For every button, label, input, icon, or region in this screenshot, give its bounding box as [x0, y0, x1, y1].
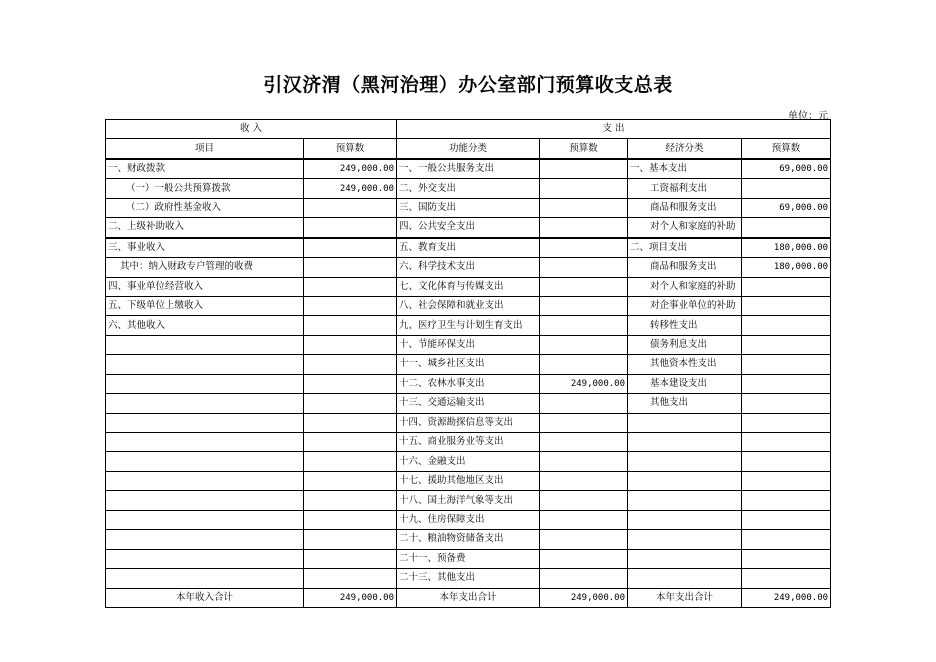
function-amount-cell — [540, 569, 628, 588]
totals-row — [106, 588, 831, 607]
economic-class-cell — [628, 530, 742, 549]
income-amount-cell — [304, 316, 397, 335]
function-class-cell: 十七、援助其他地区支出 — [397, 471, 540, 490]
table-row — [106, 335, 831, 354]
income-item-cell: （二）政府性基金收入 — [106, 198, 304, 217]
income-item-cell: （一）一般公共预算拨款 — [106, 179, 304, 198]
economic-class-cell — [628, 491, 742, 510]
income-item-cell — [106, 510, 304, 529]
economic-budget-header: 预算数 — [742, 139, 831, 159]
economic-class-cell — [628, 433, 742, 452]
economic-amount-cell — [742, 394, 831, 413]
function-amount-cell — [540, 277, 628, 296]
economic-amount-cell — [742, 218, 831, 238]
income-item-cell: 三、事业收入 — [106, 238, 304, 258]
economic-class-cell: 其他资本性支出 — [628, 355, 742, 374]
budget-table — [105, 119, 831, 608]
income-amount-cell — [304, 569, 397, 588]
income-amount-cell — [304, 355, 397, 374]
economic-amount-cell — [742, 355, 831, 374]
function-class-cell: 五、教育支出 — [397, 238, 540, 258]
income-amount-cell — [304, 491, 397, 510]
economic-amount-cell: 180,000.00 — [742, 258, 831, 277]
function-total-label: 本年支出合计 — [397, 588, 540, 607]
economic-total-label: 本年支出合计 — [628, 588, 742, 607]
unit-label: 单位：元 — [788, 111, 828, 122]
table-row — [106, 218, 831, 238]
income-item-cell — [106, 374, 304, 393]
function-amount-cell — [540, 413, 628, 432]
table-row — [106, 471, 831, 490]
function-class-cell: 四、公共安全支出 — [397, 218, 540, 238]
income-item-cell: 一、财政拨款 — [106, 159, 304, 179]
economic-amount-cell — [742, 433, 831, 452]
income-amount-cell — [304, 277, 397, 296]
economic-class-cell — [628, 413, 742, 432]
income-amount-cell — [304, 374, 397, 393]
function-amount-cell — [540, 316, 628, 335]
economic-amount-cell: 180,000.00 — [742, 238, 831, 258]
function-amount-cell — [540, 530, 628, 549]
function-amount-cell — [540, 238, 628, 258]
function-class-cell: 七、文化体育与传媒支出 — [397, 277, 540, 296]
function-class-cell: 九、医疗卫生与计划生育支出 — [397, 316, 540, 335]
economic-class-cell: 工资福利支出 — [628, 179, 742, 198]
function-amount-cell — [540, 510, 628, 529]
function-amount-cell — [540, 452, 628, 471]
function-class-cell: 十八、国土海洋气象等支出 — [397, 491, 540, 510]
function-class-cell: 二十一、预备费 — [397, 549, 540, 568]
function-class-cell: 六、科学技术支出 — [397, 258, 540, 277]
economic-class-cell — [628, 471, 742, 490]
economic-amount-cell — [742, 179, 831, 198]
income-amount-cell — [304, 394, 397, 413]
income-item-cell: 二、上级补助收入 — [106, 218, 304, 238]
income-item-cell — [106, 355, 304, 374]
function-amount-cell — [540, 296, 628, 315]
function-class-cell: 十五、商业服务业等支出 — [397, 433, 540, 452]
function-amount-cell — [540, 159, 628, 179]
income-amount-cell — [304, 530, 397, 549]
economic-amount-cell — [742, 530, 831, 549]
function-class-cell: 十、节能环保支出 — [397, 335, 540, 354]
economic-amount-cell — [742, 452, 831, 471]
economic-class-cell: 商品和服务支出 — [628, 258, 742, 277]
income-amount-cell — [304, 238, 397, 258]
income-item-cell — [106, 549, 304, 568]
income-amount-cell — [304, 296, 397, 315]
table-row — [106, 296, 831, 315]
table-row — [106, 452, 831, 471]
income-amount-cell: 249,000.00 — [304, 159, 397, 179]
economic-amount-cell: 69,000.00 — [742, 198, 831, 217]
economic-class-cell: 一、基本支出 — [628, 159, 742, 179]
function-class-cell: 十九、住房保障支出 — [397, 510, 540, 529]
income-amount-cell: 249,000.00 — [304, 179, 397, 198]
function-amount-cell — [540, 179, 628, 198]
function-amount-cell — [540, 355, 628, 374]
income-item-cell: 六、其他收入 — [106, 316, 304, 335]
income-amount-cell — [304, 452, 397, 471]
table-row — [106, 374, 831, 393]
table-row — [106, 258, 831, 277]
table-row — [106, 277, 831, 296]
function-class-cell: 二十三、其他支出 — [397, 569, 540, 588]
table-row — [106, 355, 831, 374]
function-amount-cell — [540, 198, 628, 217]
economic-amount-cell: 69,000.00 — [742, 159, 831, 179]
economic-amount-cell — [742, 413, 831, 432]
economic-amount-cell — [742, 374, 831, 393]
table-row — [106, 198, 831, 217]
function-class-cell: 二十、粮油物资储备支出 — [397, 530, 540, 549]
function-amount-cell — [540, 218, 628, 238]
income-amount-cell — [304, 471, 397, 490]
budget-amount-header: 预算数 — [304, 139, 397, 159]
income-amount-cell — [304, 549, 397, 568]
economic-class-cell: 对企事业单位的补助 — [628, 296, 742, 315]
function-amount-cell — [540, 549, 628, 568]
function-class-cell: 一、一般公共服务支出 — [397, 159, 540, 179]
economic-class-cell: 商品和服务支出 — [628, 198, 742, 217]
income-amount-cell — [304, 433, 397, 452]
function-class-cell: 八、社会保障和就业支出 — [397, 296, 540, 315]
economic-class-header: 经济分类 — [628, 139, 742, 159]
income-item-cell — [106, 335, 304, 354]
economic-amount-cell — [742, 569, 831, 588]
expense-header: 支 出 — [397, 120, 831, 139]
economic-amount-cell — [742, 549, 831, 568]
income-item-cell — [106, 491, 304, 510]
economic-class-cell — [628, 569, 742, 588]
economic-amount-cell — [742, 277, 831, 296]
economic-amount-cell — [742, 296, 831, 315]
function-amount-cell — [540, 394, 628, 413]
function-class-cell: 十二、农林水事支出 — [397, 374, 540, 393]
income-item-cell — [106, 452, 304, 471]
income-item-cell — [106, 530, 304, 549]
economic-class-cell: 对个人和家庭的补助 — [628, 218, 742, 238]
economic-total-amount: 249,000.00 — [742, 588, 831, 607]
table-row — [106, 433, 831, 452]
page-title: 引汉济渭（黑河治理）办公室部门预算收支总表 — [263, 74, 673, 96]
economic-amount-cell — [742, 491, 831, 510]
function-amount-cell — [540, 433, 628, 452]
income-item-cell — [106, 394, 304, 413]
function-class-cell: 十一、城乡社区支出 — [397, 355, 540, 374]
income-amount-cell — [304, 258, 397, 277]
economic-class-cell — [628, 510, 742, 529]
function-class-cell: 三、国防支出 — [397, 198, 540, 217]
table-row — [106, 413, 831, 432]
table-row — [106, 491, 831, 510]
table-row — [106, 179, 831, 198]
income-item-cell: 四、事业单位经营收入 — [106, 277, 304, 296]
function-amount-cell — [540, 491, 628, 510]
economic-class-cell: 对个人和家庭的补助 — [628, 277, 742, 296]
function-budget-header: 预算数 — [540, 139, 628, 159]
income-amount-cell — [304, 218, 397, 238]
economic-amount-cell — [742, 471, 831, 490]
table-row — [106, 549, 831, 568]
function-class-header: 功能分类 — [397, 139, 540, 159]
economic-class-cell: 转移性支出 — [628, 316, 742, 335]
economic-amount-cell — [742, 316, 831, 335]
income-amount-cell — [304, 198, 397, 217]
function-amount-cell — [540, 258, 628, 277]
column-header-row — [106, 139, 831, 159]
table-row — [106, 530, 831, 549]
function-class-cell: 十三、交通运输支出 — [397, 394, 540, 413]
income-item-cell — [106, 433, 304, 452]
function-amount-cell — [540, 335, 628, 354]
table-row — [106, 394, 831, 413]
income-item-cell — [106, 413, 304, 432]
income-amount-cell — [304, 413, 397, 432]
item-header: 项目 — [106, 139, 304, 159]
function-amount-cell — [540, 471, 628, 490]
income-item-cell — [106, 569, 304, 588]
function-amount-cell: 249,000.00 — [540, 374, 628, 393]
group-header-row — [106, 120, 831, 139]
table-row — [106, 510, 831, 529]
economic-class-cell: 债务利息支出 — [628, 335, 742, 354]
income-header: 收 入 — [106, 120, 397, 139]
economic-amount-cell — [742, 510, 831, 529]
table-row — [106, 569, 831, 588]
economic-class-cell: 基本建设支出 — [628, 374, 742, 393]
economic-amount-cell — [742, 335, 831, 354]
income-item-cell — [106, 471, 304, 490]
function-class-cell: 十六、金融支出 — [397, 452, 540, 471]
function-class-cell: 二、外交支出 — [397, 179, 540, 198]
function-class-cell: 十四、资源勘探信息等支出 — [397, 413, 540, 432]
income-amount-cell — [304, 510, 397, 529]
income-total-amount: 249,000.00 — [304, 588, 397, 607]
income-amount-cell — [304, 335, 397, 354]
income-item-cell: 其中：纳入财政专户管理的收费 — [106, 258, 304, 277]
table-row — [106, 159, 831, 179]
income-item-cell: 五、下级单位上缴收入 — [106, 296, 304, 315]
table-row — [106, 238, 831, 258]
economic-class-cell: 二、项目支出 — [628, 238, 742, 258]
table-row — [106, 316, 831, 335]
function-total-amount: 249,000.00 — [540, 588, 628, 607]
income-total-label: 本年收入合计 — [106, 588, 304, 607]
economic-class-cell — [628, 452, 742, 471]
economic-class-cell: 其他支出 — [628, 394, 742, 413]
economic-class-cell — [628, 549, 742, 568]
